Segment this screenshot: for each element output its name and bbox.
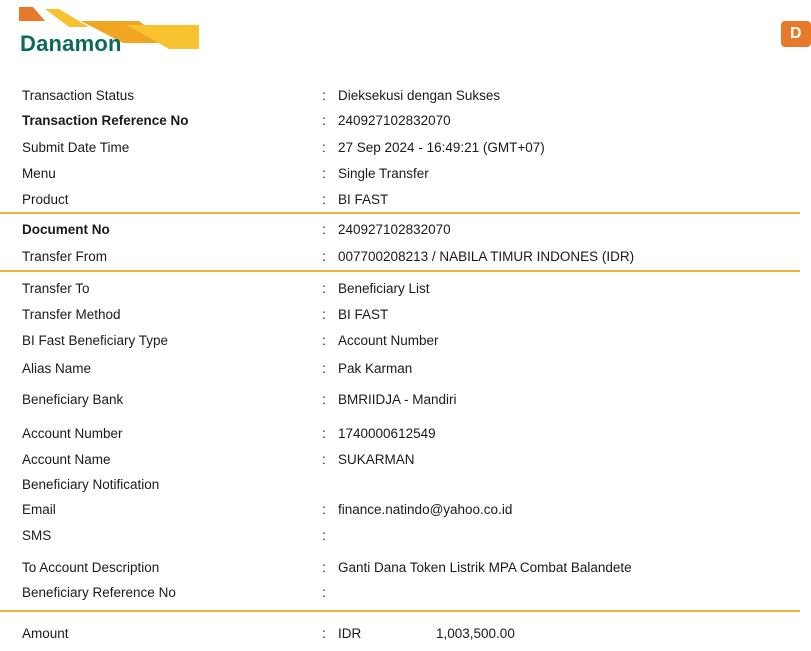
row-label: BI Fast Beneficiary Type xyxy=(22,333,169,348)
row-colon: : xyxy=(322,113,326,128)
row-colon: : xyxy=(322,249,326,264)
row-value: 27 Sep 2024 - 16:49:21 (GMT+07) xyxy=(338,140,545,155)
row-label: Transaction Status xyxy=(22,88,135,103)
row-colon: : xyxy=(322,140,326,155)
row-sms xyxy=(0,526,800,546)
amount-currency: IDR xyxy=(338,626,362,641)
row-value: 240927102832070 xyxy=(338,113,451,128)
row-amount xyxy=(0,624,800,644)
row-transfer-to xyxy=(0,279,800,299)
row-beneficiary-reference-no xyxy=(0,583,800,603)
row-product xyxy=(0,190,800,210)
row-label: Submit Date Time xyxy=(22,140,130,155)
row-label: Beneficiary Bank xyxy=(22,392,124,407)
row-colon: : xyxy=(322,452,326,467)
row-label: Transaction Reference No xyxy=(22,113,189,128)
row-bi-fast-beneficiary-type xyxy=(0,331,800,351)
download-button[interactable]: D xyxy=(781,21,811,47)
row-value: Single Transfer xyxy=(338,166,429,181)
section-divider xyxy=(0,212,800,214)
brand-name: Danamon xyxy=(20,31,122,56)
row-transfer-from xyxy=(0,247,800,267)
row-beneficiary-notification xyxy=(0,475,800,495)
row-transaction-reference-no xyxy=(0,111,800,131)
row-colon: : xyxy=(322,166,326,181)
row-label: Transfer From xyxy=(22,249,108,264)
row-to-account-description xyxy=(0,558,800,578)
amount-value: 1,003,500.00 xyxy=(436,626,515,641)
row-submit-date-time xyxy=(0,138,800,158)
row-colon: : xyxy=(322,502,326,517)
row-colon: : xyxy=(322,192,326,207)
row-label: To Account Description xyxy=(22,560,160,575)
row-label: Beneficiary Notification xyxy=(22,477,160,492)
row-menu xyxy=(0,164,800,184)
row-transfer-method xyxy=(0,305,800,325)
amount-label: Amount xyxy=(22,626,69,641)
row-colon: : xyxy=(322,307,326,322)
row-value: Account Number xyxy=(338,333,439,348)
row-value: 240927102832070 xyxy=(338,222,451,237)
row-colon: : xyxy=(322,528,326,543)
row-transaction-status xyxy=(0,86,800,106)
row-colon: : xyxy=(322,88,326,103)
row-colon: : xyxy=(322,626,326,641)
row-colon: : xyxy=(322,361,326,376)
row-colon: : xyxy=(322,392,326,407)
section-divider xyxy=(0,610,800,612)
row-document-no xyxy=(0,220,800,240)
row-colon: : xyxy=(322,281,326,296)
row-label: Account Name xyxy=(22,452,111,467)
row-value: Ganti Dana Token Listrik MPA Combat Balandete xyxy=(338,560,632,575)
row-label: Product xyxy=(22,192,69,207)
row-label: Beneficiary Reference No xyxy=(22,585,176,600)
row-label: Document No xyxy=(22,222,110,237)
row-colon: : xyxy=(322,222,326,237)
row-value: SUKARMAN xyxy=(338,452,415,467)
row-value: Beneficiary List xyxy=(338,281,430,296)
row-value: finance.natindo@yahoo.co.id xyxy=(338,502,513,517)
danamon-logo xyxy=(19,7,199,57)
section-divider xyxy=(0,270,800,272)
row-label: Account Number xyxy=(22,426,123,441)
row-colon: : xyxy=(322,426,326,441)
row-value: Pak Karman xyxy=(338,361,413,376)
row-value: BMRIIDJA - Mandiri xyxy=(338,392,457,407)
row-label: SMS xyxy=(22,528,52,543)
row-colon: : xyxy=(322,560,326,575)
row-value: 1740000612549 xyxy=(338,426,436,441)
row-label: Transfer Method xyxy=(22,307,121,322)
row-alias-name xyxy=(0,359,800,379)
row-account-name xyxy=(0,450,800,470)
row-beneficiary-bank xyxy=(0,390,800,410)
row-label: Transfer To xyxy=(22,281,90,296)
row-value: Dieksekusi dengan Sukses xyxy=(338,88,501,103)
row-colon: : xyxy=(322,333,326,348)
row-colon: : xyxy=(322,585,326,600)
row-value: 007700208213 / NABILA TIMUR INDONES (IDR) xyxy=(338,249,635,264)
row-label: Menu xyxy=(22,166,56,181)
row-label: Email xyxy=(22,502,56,517)
row-label: Alias Name xyxy=(22,361,92,376)
row-email xyxy=(0,500,800,520)
row-account-number xyxy=(0,424,800,444)
row-value: BI FAST xyxy=(338,192,389,207)
row-value: BI FAST xyxy=(338,307,389,322)
